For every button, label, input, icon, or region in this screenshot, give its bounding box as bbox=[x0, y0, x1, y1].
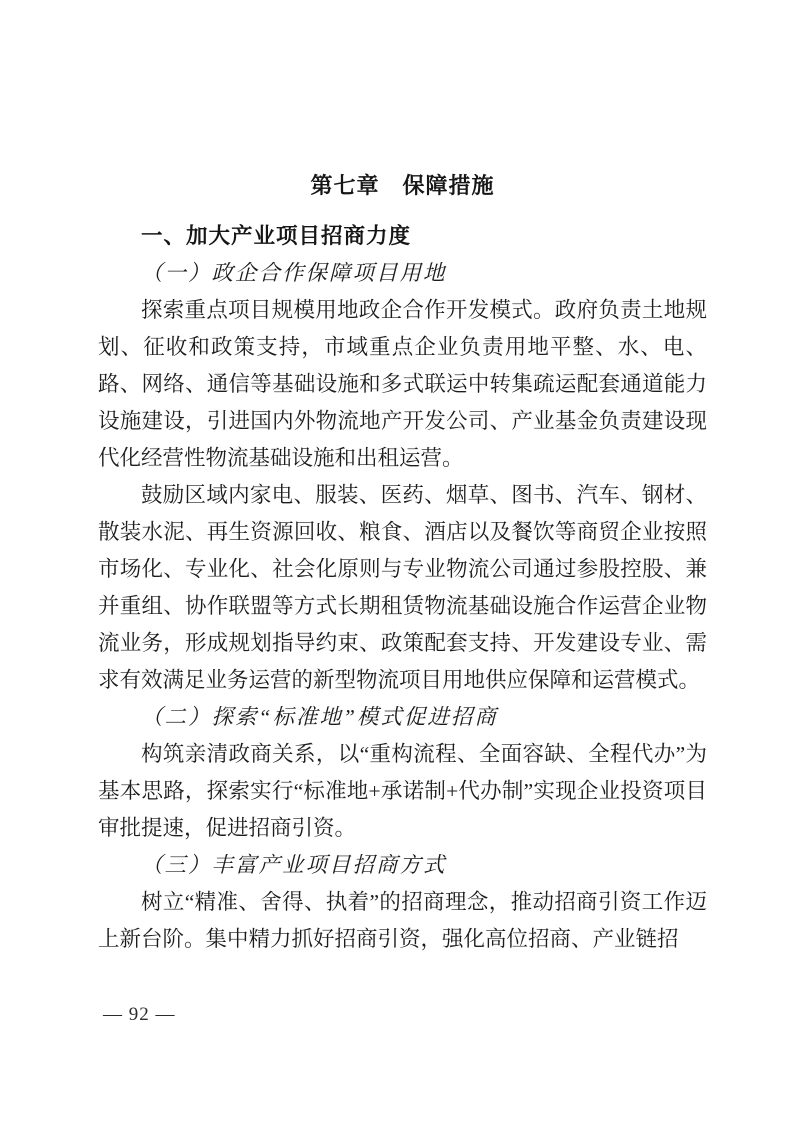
body-paragraph-3: 构筑亲清政商关系，以“重构流程、全面容缺、全程代办”为基本思路，探索实行“标准地+承诺制+代办制”实现企业投资项目审批提速，促进招商引资。 bbox=[98, 742, 707, 840]
page-number: — 92 — bbox=[103, 1004, 176, 1025]
text-block bbox=[98, 0, 707, 958]
subsection-heading-1: （一）政企合作保障项目用地 bbox=[141, 261, 447, 285]
body-paragraph-4: 树立“精准、舍得、执着”的招商理念，推动招商引资工作迈上新台阶。集中精力抓好招商引资，强化高位招商、产业链招 bbox=[98, 890, 707, 951]
section-heading: 一、加大产业项目招商力度 bbox=[141, 224, 412, 248]
chapter-title: 第七章 保障措施 bbox=[310, 173, 495, 198]
body-paragraph-2: 鼓励区域内家电、服装、医药、烟草、图书、汽车、钢材、散装水泥、再生资源回收、粮食、酒店以及餐饮等商贸企业按照市场化、专业化、社会化原则与专业物流公司通过参股控股、兼并重组、协作联盟等方式长期租赁物流基础设施合作运营企业物流业务，形成规划指导约束、政策配套支持、开发建设专业、需求有效满足业务运营的新型物流项目用地供应保障和运营模式。 bbox=[98, 483, 707, 692]
subsection-heading-3: （三）丰富产业项目招商方式 bbox=[141, 853, 447, 877]
body-paragraph-1: 探索重点项目规模用地政企合作开发模式。政府负责土地规划、征收和政策支持，市域重点企业负责用地平整、水、电、路、网络、通信等基础设施和多式联运中转集疏运配套通道能力设施建设，引进国内外物流地产开发公司、产业基金负责建设现代化经营性物流基础设施和出租运营。 bbox=[98, 298, 707, 470]
subsection-heading-2: （二）探索“标准地”模式促进招商 bbox=[141, 705, 498, 729]
